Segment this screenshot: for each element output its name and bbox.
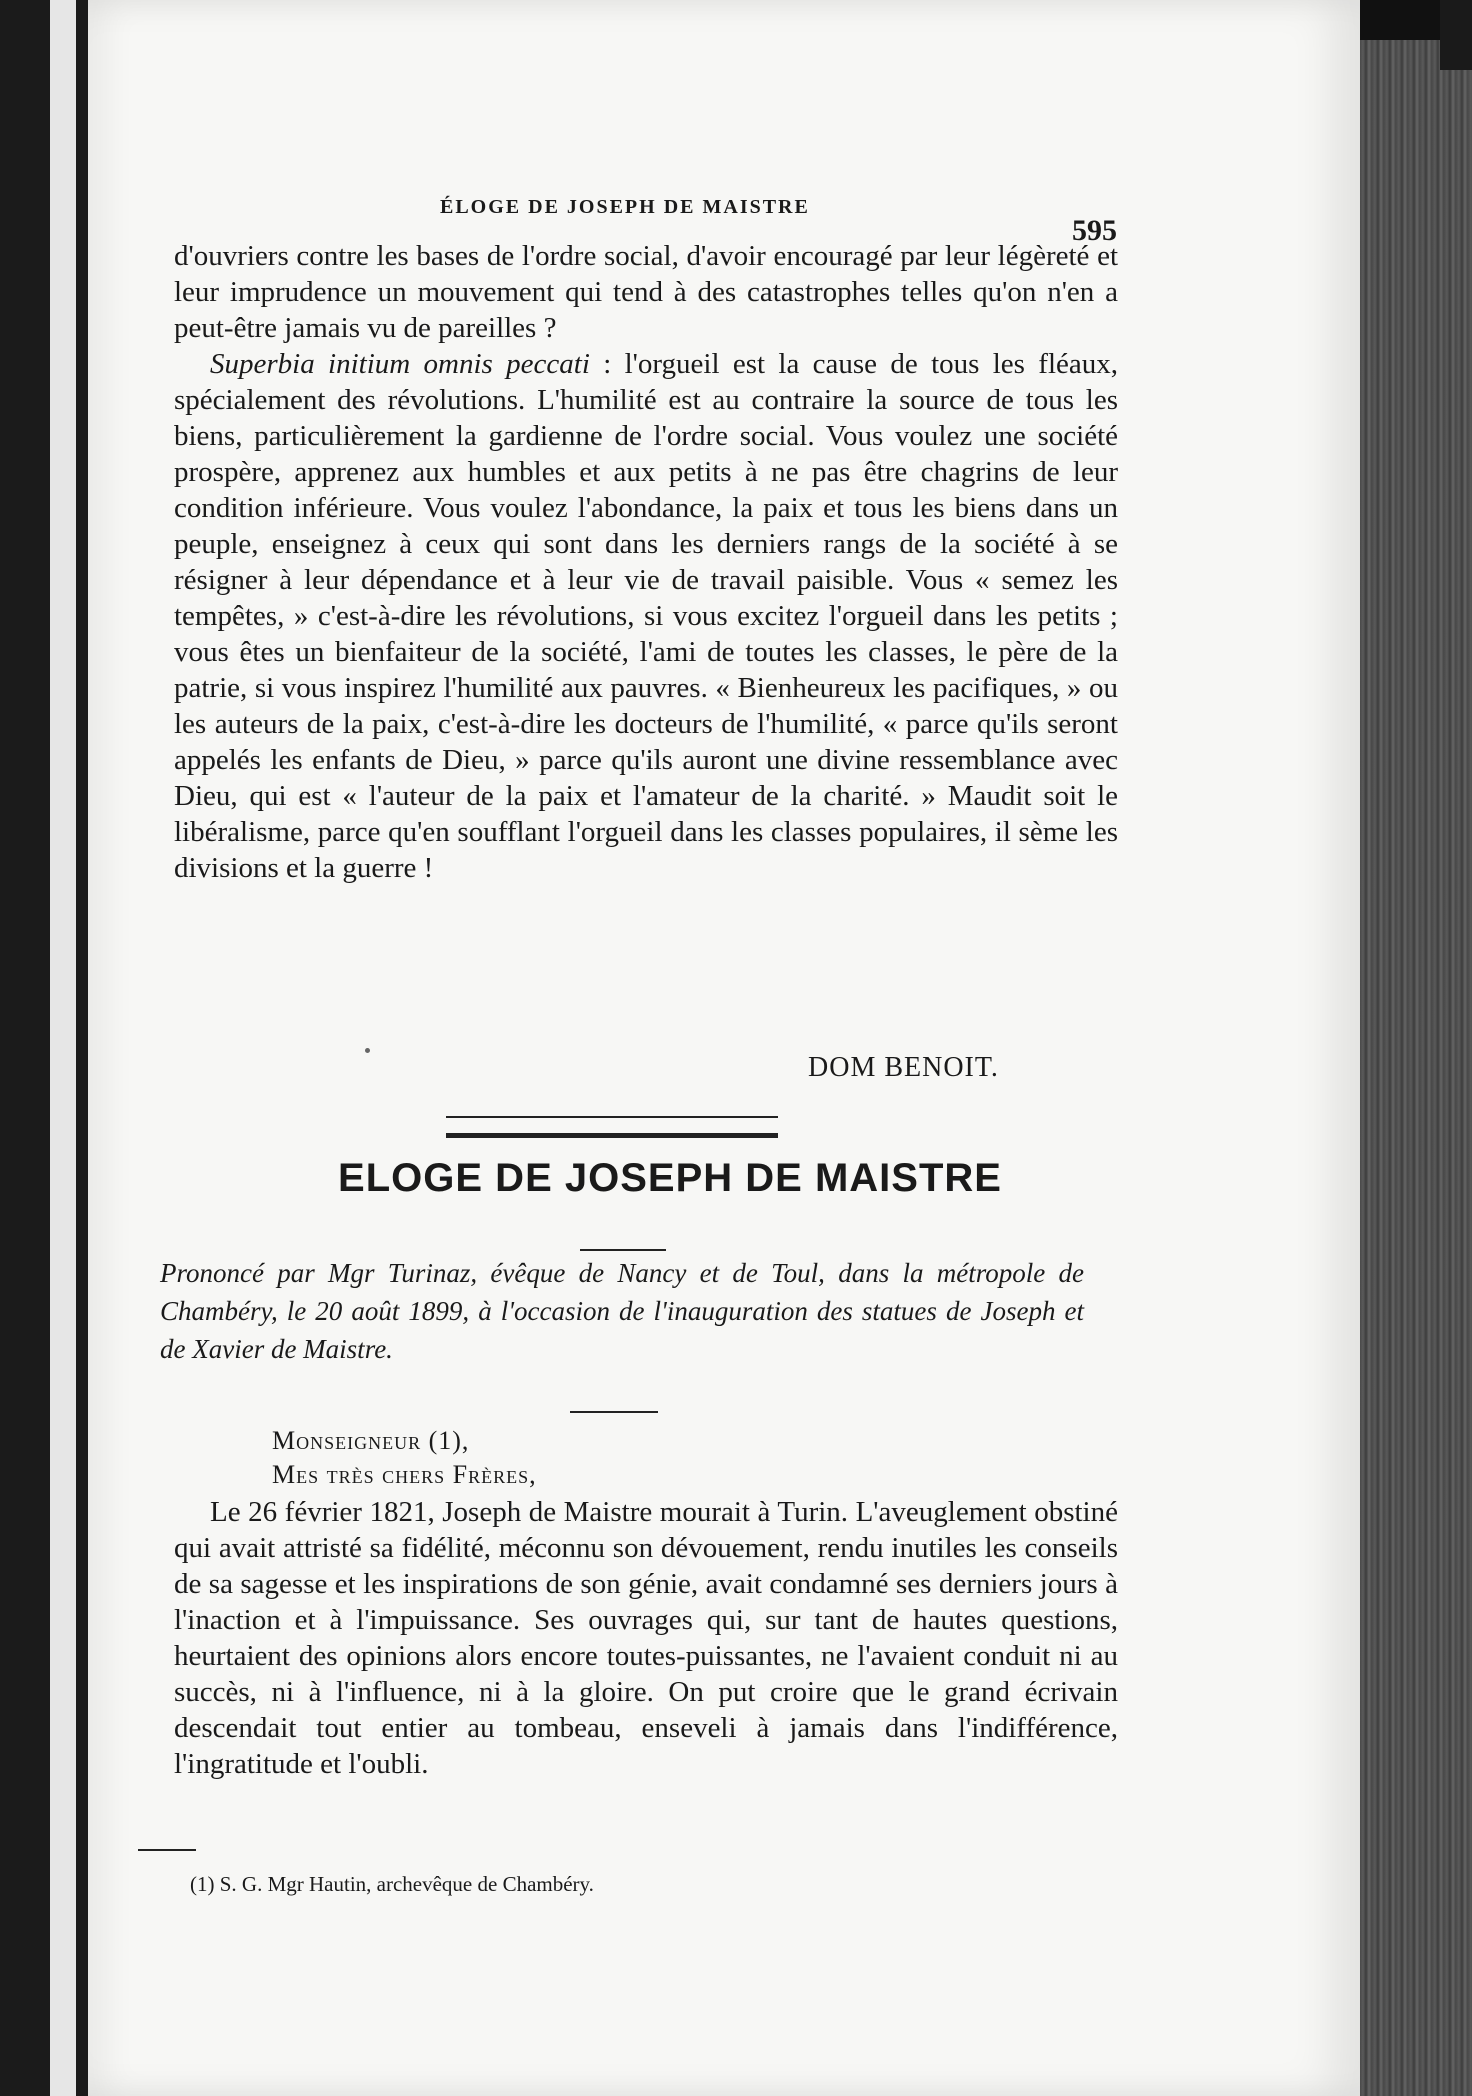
paragraph-main: Le 26 février 1821, Joseph de Maistre mourait à Turin. L'aveuglement obstiné qui avait attristé sa fidélité, méconnu son dévouement, rendu inutiles les conseils de sa sagesse et les inspirations de son génie, avait condamné ses derniers jours à l'inaction et à l'impuissance. Ses ouvrages qui, sur tant de hautes questions, heurtaient des opinions alors encore toutes-puissantes, ne l'avaient conduit ni au succès, ni à l'influence, ni à la gloire. On put croire que le grand écrivain descendait tout entier au tombeau, enseveli à jamais dans l'indifférence, l'ingratitude et l'oubli. [174, 1496, 1118, 1780]
title-dash [580, 1249, 666, 1251]
book-page-edges [1360, 40, 1472, 2096]
article-subtitle: Prononcé par Mgr Turinaz, évêque de Nancy et de Toul, dans la métropole de Chambéry, le 20 août 1899, à l'occasion de l'inauguration des statues de Joseph et de Xavier de Maistre. [160, 1258, 1084, 1364]
article-title: ELOGE DE JOSEPH DE MAISTRE [338, 1156, 1002, 1200]
book-corner [1440, 0, 1472, 70]
page-number: 595 [1072, 214, 1117, 247]
footnote-rule [138, 1849, 196, 1851]
salutation [272, 1424, 537, 1492]
signature: DOM BENOIT. [808, 1052, 999, 1083]
footnote: (1) S. G. Mgr Hautin, archevêque de Chambéry. [190, 1872, 594, 1896]
subtitle-dash [570, 1411, 658, 1413]
speck [365, 1048, 370, 1053]
text-block-top [174, 238, 1118, 886]
paragraph-2 [174, 346, 1118, 886]
salutation-line-2: Mes très chers Frères, [272, 1460, 537, 1489]
previous-page-edge [50, 0, 76, 2096]
running-head: ÉLOGE DE JOSEPH DE MAISTRE [440, 196, 810, 218]
latin-quote: Superbia initium omnis peccati [210, 348, 590, 380]
paragraph-2-body: : l'orgueil est la cause de tous les fléaux, spécialement des révolutions. L'humilité est au contraire la source de tous les biens, particulièrement la gardienne de l'ordre social. Vous voulez une société prospère, apprenez aux humbles et aux petits à ne pas être chagrins de leur condition inférieure. Vous voulez l'abondance, la paix et tous les biens dans un peuple, enseignez à ceux qui sont dans les derniers rangs de la société à se résigner à leur dépendance et à leur vie de travail paisible. Vous « semez les tempêtes, » c'est-à-dire les révolutions, si vous excitez l'orgueil dans les petits ; vous êtes un bienfaiteur de la société, l'ami de toutes les classes, le père de la patrie, si vous inspirez l'humilité aux pauvres. « Bienheureux les pacifiques, » ou les auteurs de la paix, c'est-à-dire les docteurs de l'humilité, « parce qu'ils seront appelés les enfants de Dieu, » parce qu'ils auront une divine ressemblance avec Dieu, qui est « l'auteur de la paix et l'amateur de la charité. » Maudit soit le libéralisme, parce qu'en soufflant l'orgueil dans les classes populaires, il sème les divisions et la guerre ! [174, 348, 1118, 884]
text-block-main [174, 1494, 1118, 1782]
salutation-line-1: Monseigneur (1), [272, 1426, 470, 1455]
paragraph-1: d'ouvriers contre les bases de l'ordre social, d'avoir encouragé par leur légèreté et leur imprudence un mouvement qui tend à des catastrophes telles qu'on n'en a peut-être jamais vu de pareilles ? [174, 240, 1118, 344]
divider-thin [446, 1116, 778, 1118]
divider-thick [446, 1133, 778, 1138]
